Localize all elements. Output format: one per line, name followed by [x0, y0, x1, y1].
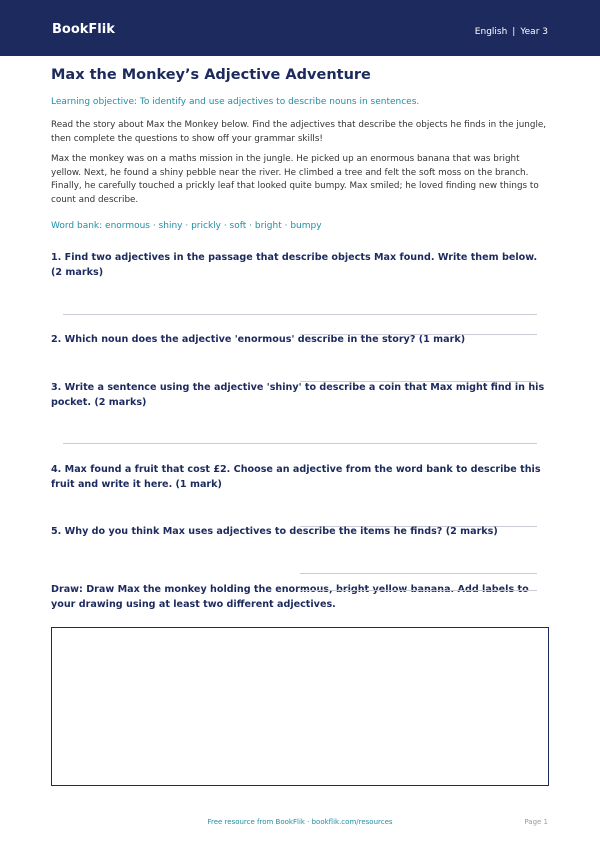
question-3: 3. Write a sentence using the adjective 'shiny' to describe a coin that Max might find in his pocket. (2 marks): [51, 382, 545, 408]
answer-line-3b[interactable]: [63, 443, 537, 444]
subject-meta: [475, 26, 548, 38]
answer-line-3a[interactable]: [300, 381, 537, 382]
brand-logo: BookFlik: [52, 22, 115, 37]
story-passage: Max the monkey was on a maths mission in the jungle. He picked up an enormous banana that was bright yellow. Next, he found a shiny pebble near the river. He climbed a tree and felt the soft moss on the branch. Finally, he carefully touched a prickly leaf that looked quite bumpy. Max smiled; he loved finding new things to count and describe.: [51, 154, 539, 205]
header-bar: [0, 0, 600, 56]
word-bank: Word bank: enormous · shiny · prickly · soft · bright · bumpy: [51, 221, 322, 231]
learning-objective: Learning objective: To identify and use adjectives to describe nouns in sentences.: [51, 97, 420, 107]
answer-line-1[interactable]: [63, 314, 537, 315]
answer-line-2[interactable]: [300, 334, 537, 335]
question-2: 2. Which noun does the adjective 'enormous' describe in the story? (1 mark): [51, 334, 466, 345]
draw-prompt: Draw: Draw Max the monkey holding the enormous, bright yellow banana. Add labels to your drawing using at least two different adjectives.: [51, 584, 529, 610]
instructions-text: Read the story about Max the Monkey below. Find the adjectives that describe the objects he finds in the jungle, then complete the questions to show off your grammar skills!: [51, 120, 547, 144]
answer-line-draw[interactable]: [300, 590, 537, 591]
question-4: 4. Max found a fruit that cost £2. Choose an adjective from the word bank to describe this fruit and write it here. (1 mark): [51, 464, 541, 490]
year-label: Year 3: [520, 27, 548, 37]
meta-separator: |: [512, 27, 516, 37]
drawing-box[interactable]: [51, 627, 549, 786]
page-title: Max the Monkey’s Adjective Adventure: [51, 67, 371, 83]
question-1: 1. Find two adjectives in the passage that describe objects Max found. Write them below. (2 marks): [51, 252, 538, 278]
subject-label: English: [474, 27, 508, 37]
answer-line-5[interactable]: [300, 573, 537, 574]
footer-text: Free resource from BookFlik · bookflik.com/resources: [207, 818, 393, 826]
question-5: 5. Why do you think Max uses adjectives to describe the items he finds? (2 marks): [51, 526, 498, 537]
page-number: Page 1: [524, 818, 548, 826]
